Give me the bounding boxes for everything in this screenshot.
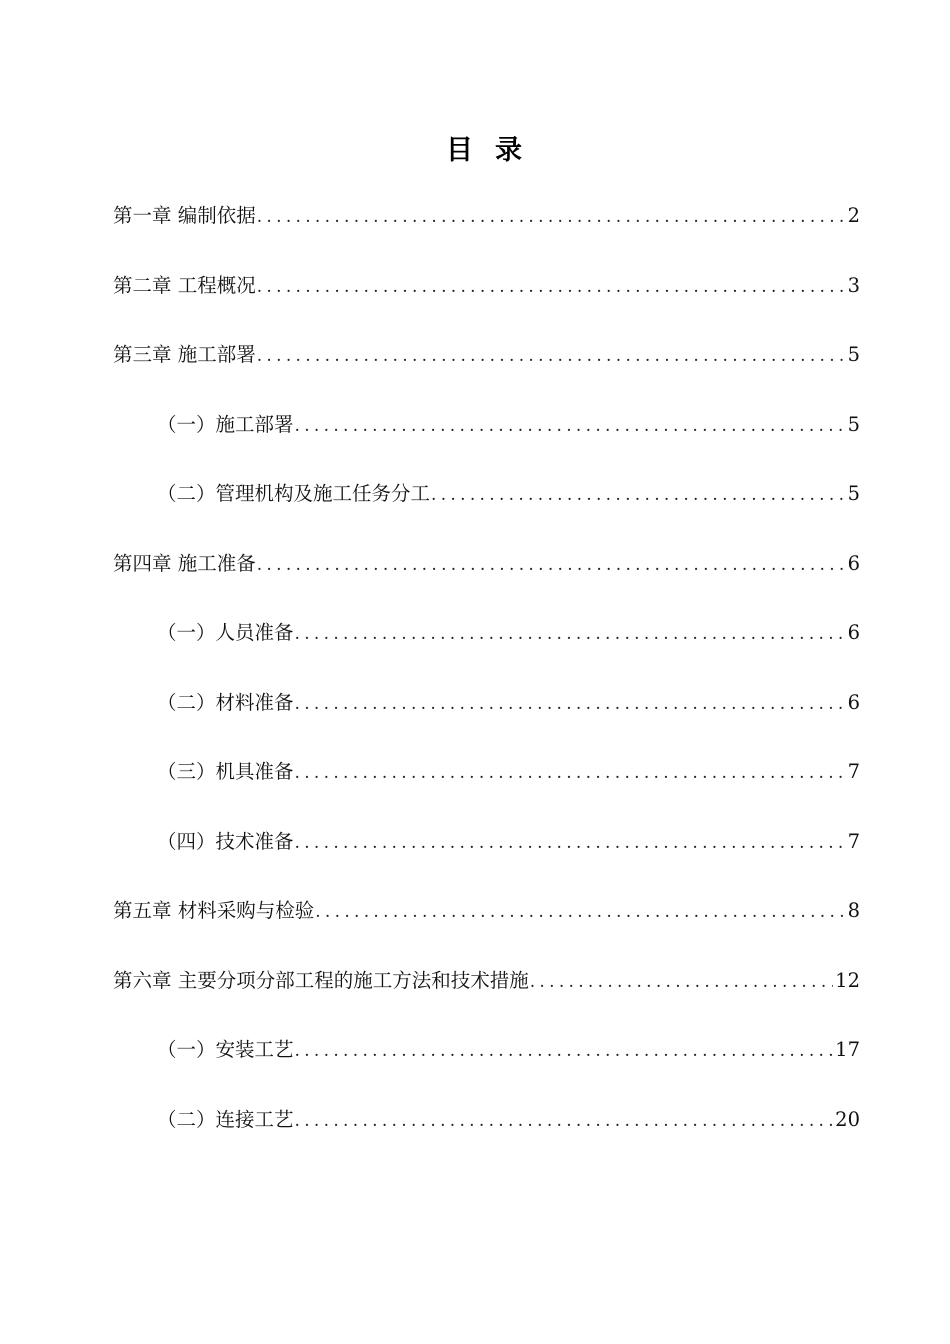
toc-page-number: 5 bbox=[847, 412, 860, 436]
toc-dot-leader bbox=[257, 545, 846, 585]
toc-page-number: 2 bbox=[847, 204, 860, 227]
toc-entry-label: （一）安装工艺 bbox=[157, 1038, 294, 1061]
toc-entry-label: （三）机具准备 bbox=[157, 760, 294, 783]
toc-subentry[interactable] bbox=[113, 683, 860, 753]
toc-entry-label: （四）技术准备 bbox=[157, 829, 294, 853]
toc-dot-leader bbox=[257, 197, 846, 237]
toc-entry-label: （一）人员准备 bbox=[157, 621, 294, 644]
toc-page-number: 6 bbox=[847, 690, 860, 714]
toc-subentry[interactable] bbox=[113, 1030, 860, 1100]
toc-entry[interactable] bbox=[113, 266, 860, 336]
toc-subentry[interactable] bbox=[113, 1100, 860, 1170]
toc-dot-leader bbox=[295, 614, 846, 654]
toc-entry[interactable] bbox=[113, 544, 860, 614]
toc-page-number: 6 bbox=[847, 621, 860, 644]
toc-page-number: 7 bbox=[847, 829, 860, 853]
toc-page-number: 5 bbox=[847, 482, 860, 505]
toc-page-number: 8 bbox=[847, 899, 860, 922]
toc-title: 目录 bbox=[446, 135, 544, 166]
toc-dot-leader bbox=[295, 753, 846, 793]
toc-entry-label: （二）连接工艺 bbox=[157, 1107, 294, 1131]
toc-page-number: 20 bbox=[835, 1107, 860, 1131]
toc-subentry[interactable] bbox=[113, 822, 860, 892]
toc-entry-label: 第四章 施工准备 bbox=[113, 551, 256, 575]
toc-dot-leader bbox=[257, 336, 846, 376]
toc-dot-leader bbox=[295, 1031, 834, 1071]
toc-entry[interactable] bbox=[113, 961, 860, 1031]
toc-list bbox=[113, 196, 860, 1169]
toc-entry-label: （一）施工部署 bbox=[157, 412, 294, 436]
toc-dot-leader bbox=[431, 475, 846, 515]
toc-entry[interactable] bbox=[113, 335, 860, 405]
toc-subentry[interactable] bbox=[113, 405, 860, 475]
toc-dot-leader bbox=[295, 406, 846, 446]
toc-page-number: 7 bbox=[847, 760, 860, 783]
toc-page-number: 3 bbox=[847, 273, 860, 297]
toc-dot-leader bbox=[295, 1101, 834, 1141]
toc-entry-label: （二）材料准备 bbox=[157, 690, 294, 714]
toc-entry-label: 第五章 材料采购与检验 bbox=[113, 899, 315, 922]
toc-entry-label: 第六章 主要分项分部工程的施工方法和技术措施 bbox=[113, 968, 529, 992]
toc-page-number: 6 bbox=[847, 551, 860, 575]
toc-entry-label: （二）管理机构及施工任务分工 bbox=[157, 482, 431, 505]
toc-page-number: 5 bbox=[847, 343, 860, 366]
toc-subentry[interactable] bbox=[113, 752, 860, 822]
toc-entry[interactable] bbox=[113, 196, 860, 266]
toc-dot-leader bbox=[295, 684, 846, 724]
toc-entry-label: 第一章 编制依据 bbox=[113, 204, 256, 227]
toc-page-number: 17 bbox=[835, 1038, 860, 1061]
toc-entry-label: 第二章 工程概况 bbox=[113, 273, 256, 297]
toc-entry-label: 第三章 施工部署 bbox=[113, 343, 256, 366]
toc-subentry[interactable] bbox=[113, 474, 860, 544]
toc-page-number: 12 bbox=[835, 968, 860, 992]
toc-entry[interactable] bbox=[113, 891, 860, 961]
toc-dot-leader bbox=[530, 962, 833, 1002]
toc-dot-leader bbox=[315, 892, 845, 932]
toc-dot-leader bbox=[257, 267, 846, 307]
toc-subentry[interactable] bbox=[113, 613, 860, 683]
toc-dot-leader bbox=[295, 823, 846, 863]
